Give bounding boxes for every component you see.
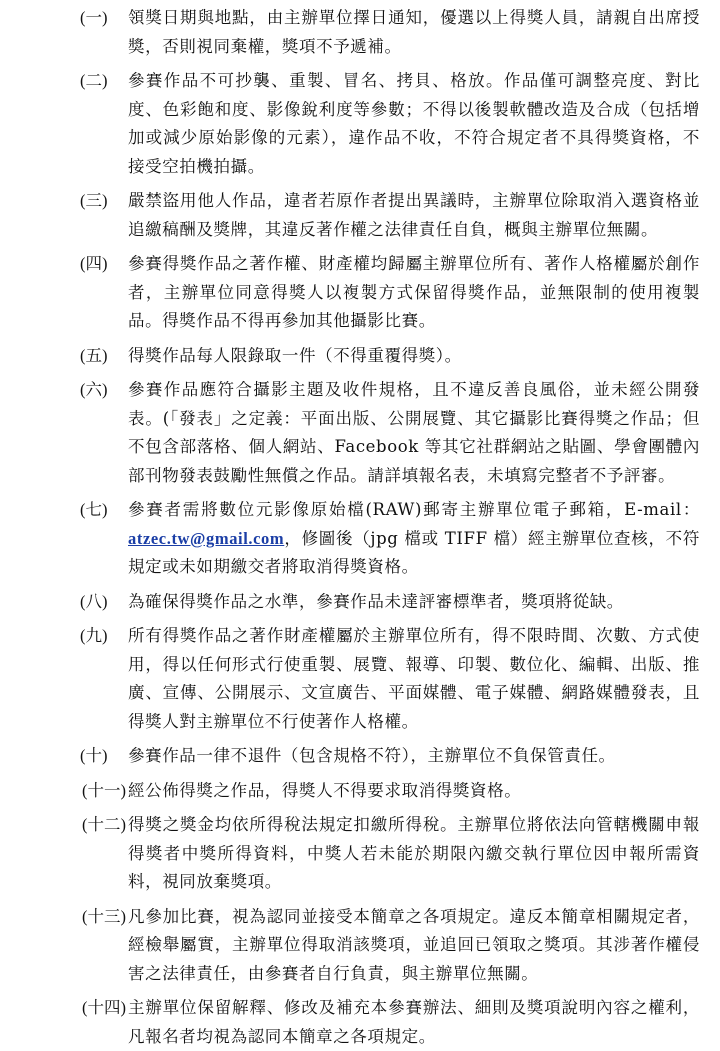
item-number: (二) (80, 71, 108, 90)
rule-item-14 (0, 994, 720, 1051)
rule-item-1 (0, 4, 720, 61)
item-number: (七) (80, 500, 108, 519)
email-link[interactable]: atzec.tw@gmail.com (128, 528, 285, 548)
item-text: 為確保得獎作品之水準，參賽作品未達評審標準者，獎項將從缺。 (128, 591, 624, 611)
item-number: (十三) (82, 906, 126, 926)
item-number: (五) (80, 345, 108, 365)
item-number: (十) (80, 746, 108, 765)
item-text: 參賽得獎作品之著作權、財產權均歸屬主辦單位所有、著作人格權屬於創作者，主辦單位同意得獎人以複製方式保留得獎作品，並無限制的使用複製品。得獎作品不得再參加其他攝影比賽。 (128, 254, 700, 330)
item-text: 經公佈得獎之作品，得獎人不得要求取消得獎資格。 (128, 780, 522, 800)
item-text: 領獎日期與地點，由主辦單位擇日通知，優選以上得獎人員，請親自出席授獎，否則視同棄權，獎項不予遞補。 (128, 8, 700, 56)
item-number: (九) (80, 626, 108, 645)
rule-item-7 (0, 496, 720, 582)
rule-item-4 (0, 250, 720, 336)
item-number: (三) (80, 191, 108, 210)
item-text-part: ，修圖後（jpg 檔或 TIFF 檔）經主辦單位查核，不符規定或未如期繳交者將取消得獎資格。 (128, 528, 700, 576)
rule-item-3 (0, 187, 720, 244)
rule-item-13 (0, 903, 720, 989)
item-text: 參賽作品應符合攝影主題及收件規格，且不違反善良風俗，並未經公開發表。(「發表」之定義：平面出版、公開展覽、其它攝影比賽得獎之作品；但不包含部落格、個人網站、Facebook 等其它社群網站之貼圖、學會團體內部刊物發表鼓勵性無償之作品。請詳填報名表，未填寫完整者不予評審。 (128, 380, 700, 485)
item-text: 參賽作品不可抄襲、重製、冒名、拷貝、格放。作品僅可調整亮度、對比度、色彩飽和度、影像銳利度等參數；不得以後製軟體改造及合成（包括增加或減少原始影像的元素），違作品不收，不符合規定者不具得獎資格，不接受空拍機拍攝。 (128, 71, 700, 176)
item-text: 主辦單位保留解釋、修改及補充本參賽辦法、細則及獎項說明內容之權利，凡報名者均視為認同本簡章之各項規定。 (128, 998, 700, 1046)
item-text-part: 參賽者需將數位元影像原始檔(RAW)郵寄主辦單位電子郵箱，E-mail： (128, 500, 700, 519)
item-text (128, 496, 700, 582)
rule-item-6 (0, 376, 720, 490)
rule-item-8 (0, 588, 720, 617)
item-number: (十一) (82, 780, 126, 800)
item-number: (八) (80, 591, 108, 611)
item-number: (十二) (82, 815, 126, 834)
item-number: (一) (80, 8, 108, 27)
item-text: 嚴禁盜用他人作品，違者若原作者提出異議時，主辦單位除取消入選資格並追繳稿酬及獎牌，其違反著作權之法律責任自負，概與主辦單位無關。 (128, 191, 700, 239)
item-text: 所有得獎作品之著作財產權屬於主辦單位所有，得不限時間、次數、方式使用，得以任何形式行使重製、展覽、報導、印製、數位化、編輯、出版、推廣、宣傳、公開展示、文宣廣告、平面媒體、電子媒體、網路媒體發表，且得獎人對主辦單位不行使著作人格權。 (128, 626, 700, 731)
rule-item-9 (0, 622, 720, 736)
rule-item-12 (0, 811, 720, 897)
item-number: (六) (80, 380, 108, 399)
item-number: (十四) (82, 998, 126, 1017)
item-text: 得獎作品每人限錄取一件（不得重覆得獎）。 (128, 345, 462, 365)
rule-item-2 (0, 67, 720, 181)
rule-item-11 (0, 777, 720, 806)
item-number: (四) (80, 254, 108, 273)
item-text: 得獎之獎金均依所得稅法規定扣繳所得稅。主辦單位將依法向管轄機關申報得獎者中獎所得資料，中獎人若未能於期限內繳交執行單位因申報所需資料，視同放棄獎項。 (128, 815, 700, 891)
rule-item-5 (0, 342, 720, 371)
rule-item-10 (0, 742, 720, 771)
item-text: 參賽作品一律不退件（包含規格不符），主辦單位不負保管責任。 (128, 746, 616, 765)
item-text: 凡參加比賽，視為認同並接受本簡章之各項規定。違反本簡章相關規定者，經檢舉屬實，主辦單位得取消該獎項，並追回已領取之獎項。其涉著作權侵害之法律責任，由參賽者自行負責，與主辦單位無關。 (128, 906, 700, 983)
